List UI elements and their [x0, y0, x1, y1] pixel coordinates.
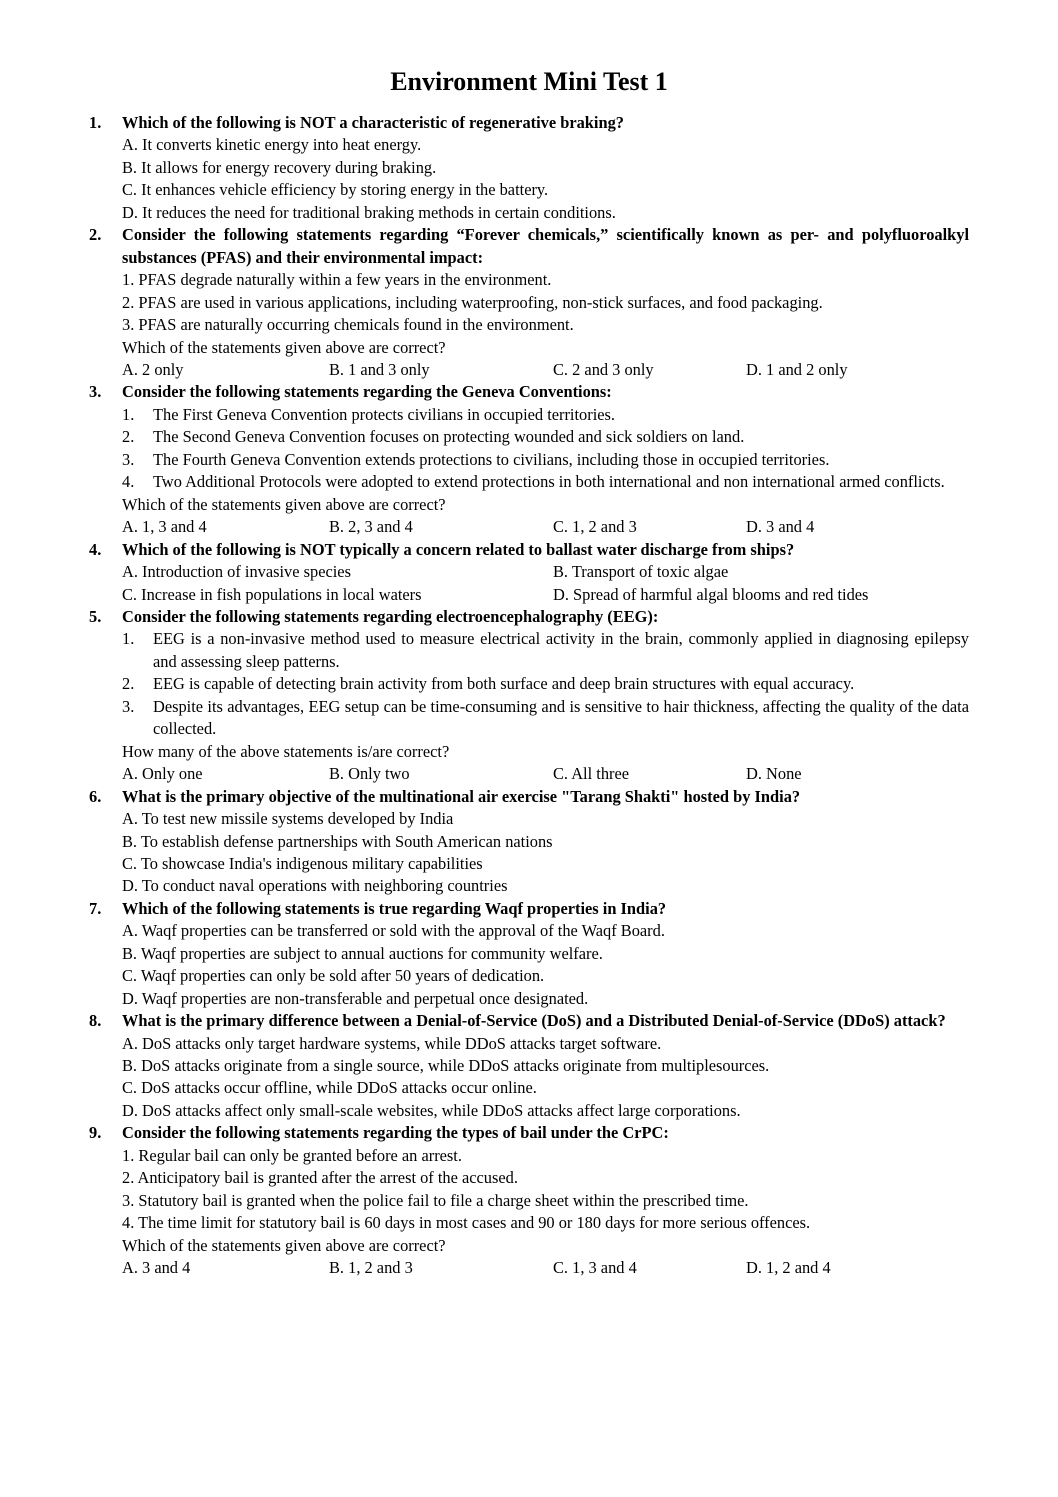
- option-a: A. Introduction of invasive species: [122, 562, 351, 582]
- statement-number: 1.: [122, 629, 135, 649]
- statement-number: 2.: [122, 674, 135, 694]
- option-a: A. 3 and 4: [122, 1258, 191, 1278]
- option-b: B. 1 and 3 only: [329, 359, 430, 379]
- options-row: [122, 359, 969, 381]
- option-b: B. Only two: [329, 764, 410, 784]
- option-a: A. DoS attacks only target hardware systems, while DDoS attacks target software.: [122, 1033, 662, 1053]
- option-d: D. Spread of harmful algal blooms and red tides: [553, 584, 869, 604]
- question-7: [89, 898, 969, 1010]
- option-b: B. To establish defense partnerships with South American nations: [122, 831, 553, 851]
- question-list: [89, 112, 969, 1280]
- statement-text: Despite its advantages, EEG setup can be time-consuming and is sensitive to hair thickness, affecting the quality of the data collected.: [153, 696, 969, 739]
- option-c: C. 1, 2 and 3: [553, 517, 637, 537]
- question-9: [89, 1122, 969, 1279]
- option-d: D. None: [746, 764, 802, 784]
- options-row: [122, 1257, 969, 1279]
- statement-number: 3.: [122, 449, 135, 469]
- option-a: A. It converts kinetic energy into heat energy.: [122, 135, 422, 155]
- question-ask: Which of the statements given above are correct?: [122, 1235, 446, 1255]
- question-number: 8.: [89, 1011, 102, 1031]
- question-number: 4.: [89, 539, 102, 559]
- statement-1: 1. PFAS degrade naturally within a few years in the environment.: [122, 270, 552, 290]
- question-stem: Consider the following statements regarding the Geneva Conventions:: [122, 382, 612, 402]
- statement-2: [122, 673, 969, 695]
- option-c: C. All three: [553, 764, 630, 784]
- option-a: A. Waqf properties can be transferred or sold with the approval of the Waqf Board.: [122, 921, 665, 941]
- page-title: Environment Mini Test 1: [390, 67, 668, 96]
- option-b: B. It allows for energy recovery during braking.: [122, 157, 437, 177]
- statement-4: [122, 471, 969, 493]
- statement-1: 1. Regular bail can only be granted before an arrest.: [122, 1145, 462, 1165]
- statement-3: [122, 696, 969, 741]
- question-stem: Which of the following is NOT a characteristic of regenerative braking?: [122, 113, 624, 132]
- question-8: [89, 1010, 969, 1122]
- option-b: B. 1, 2 and 3: [329, 1258, 413, 1278]
- question-stem: Consider the following statements regarding “Forever chemicals,” scientifically known as per- and polyfluoroalkyl substances (PFAS) and their environmental impact:: [122, 225, 969, 267]
- question-number: 5.: [89, 606, 102, 626]
- question-number: 7.: [89, 898, 102, 918]
- question-number: 1.: [89, 113, 102, 132]
- option-a: A. 2 only: [122, 359, 184, 379]
- statement-text: EEG is capable of detecting brain activity from both surface and deep brain structures with equal accuracy.: [153, 674, 855, 694]
- option-d: D. 3 and 4: [746, 517, 815, 537]
- statement-text: EEG is a non-invasive method used to measure electrical activity in the brain, commonly applied in diagnosing epilepsy and assessing sleep patterns.: [153, 629, 969, 671]
- question-stem: Consider the following statements regarding electroencephalography (EEG):: [122, 606, 659, 626]
- question-ask: Which of the statements given above are correct?: [122, 494, 446, 514]
- question-5: [89, 606, 969, 786]
- options-row: [122, 516, 969, 538]
- question-6: [89, 786, 969, 898]
- statement-number: 3.: [122, 696, 135, 716]
- option-d: D. 1, 2 and 4: [746, 1258, 831, 1278]
- statement-number: 4.: [122, 472, 135, 492]
- options-row: [122, 561, 969, 583]
- statement-text: Two Additional Protocols were adopted to extend protections in both international and non international armed conflicts.: [153, 472, 945, 492]
- question-stem: Which of the following statements is true regarding Waqf properties in India?: [122, 898, 667, 918]
- option-d: D. It reduces the need for traditional braking methods in certain conditions.: [122, 202, 616, 222]
- option-b: B. DoS attacks originate from a single source, while DDoS attacks originate from multiplesources.: [122, 1056, 770, 1076]
- options-row: [122, 584, 969, 606]
- statement-3: 3. Statutory bail is granted when the police fail to file a charge sheet within the prescribed time.: [122, 1190, 749, 1210]
- statement-3: [122, 449, 969, 471]
- option-c: C. DoS attacks occur offline, while DDoS attacks occur online.: [122, 1078, 537, 1098]
- option-d: D. To conduct naval operations with neighboring countries: [122, 876, 508, 896]
- statement-number: 2.: [122, 427, 135, 447]
- option-c: C. It enhances vehicle efficiency by storing energy in the battery.: [122, 180, 549, 200]
- option-c: C. Increase in fish populations in local waters: [122, 584, 422, 604]
- question-3: [89, 381, 969, 538]
- question-4: [89, 539, 969, 606]
- question-number: 6.: [89, 786, 102, 806]
- question-ask: Which of the statements given above are correct?: [122, 337, 446, 357]
- question-stem: Consider the following statements regarding the types of bail under the CrPC:: [122, 1123, 669, 1143]
- statement-3: 3. PFAS are naturally occurring chemicals found in the environment.: [122, 315, 574, 335]
- option-b: B. 2, 3 and 4: [329, 517, 413, 537]
- question-stem: Which of the following is NOT typically a concern related to ballast water discharge from ships?: [122, 539, 795, 559]
- statement-number: 1.: [122, 404, 135, 424]
- option-b: B. Waqf properties are subject to annual auctions for community welfare.: [122, 943, 603, 963]
- question-1: [89, 112, 969, 224]
- statement-4: 4. The time limit for statutory bail is 60 days in most cases and 90 or 180 days for more serious offences.: [122, 1213, 811, 1233]
- option-d: D. DoS attacks affect only small-scale websites, while DDoS attacks affect large corporations.: [122, 1100, 741, 1120]
- option-b: B. Transport of toxic algae: [553, 562, 729, 582]
- option-a: A. Only one: [122, 764, 203, 784]
- option-a: A. 1, 3 and 4: [122, 517, 207, 537]
- option-d: D. 1 and 2 only: [746, 359, 848, 379]
- question-stem: What is the primary objective of the multinational air exercise "Tarang Shakti" hosted by India?: [122, 786, 801, 806]
- statement-text: The Fourth Geneva Convention extends protections to civilians, including those in occupied territories.: [153, 449, 830, 469]
- statement-2: 2. Anticipatory bail is granted after the arrest of the accused.: [122, 1168, 518, 1188]
- statement-1: [122, 404, 969, 426]
- statement-2: [122, 426, 969, 448]
- statement-text: The Second Geneva Convention focuses on protecting wounded and sick soldiers on land.: [153, 427, 745, 447]
- question-number: 3.: [89, 382, 102, 402]
- option-c: C. 1, 3 and 4: [553, 1258, 637, 1278]
- question-number: 9.: [89, 1123, 102, 1143]
- option-c: C. 2 and 3 only: [553, 359, 654, 379]
- options-row: [122, 763, 969, 785]
- option-c: C. Waqf properties can only be sold after 50 years of dedication.: [122, 966, 545, 986]
- statement-1: [122, 628, 969, 673]
- question-2: [89, 224, 969, 381]
- option-d: D. Waqf properties are non-transferable and perpetual once designated.: [122, 988, 589, 1008]
- option-c: C. To showcase India's indigenous military capabilities: [122, 853, 483, 873]
- statement-2: 2. PFAS are used in various applications, including waterproofing, non-stick surfaces, and food packaging.: [122, 292, 823, 312]
- question-stem: What is the primary difference between a Denial-of-Service (DoS) and a Distributed Denial-of-Service (DDoS) attack?: [122, 1011, 946, 1031]
- option-a: A. To test new missile systems developed by India: [122, 809, 454, 829]
- question-ask: How many of the above statements is/are correct?: [122, 741, 450, 761]
- question-number: 2.: [89, 225, 102, 245]
- statement-text: The First Geneva Convention protects civilians in occupied territories.: [153, 404, 616, 424]
